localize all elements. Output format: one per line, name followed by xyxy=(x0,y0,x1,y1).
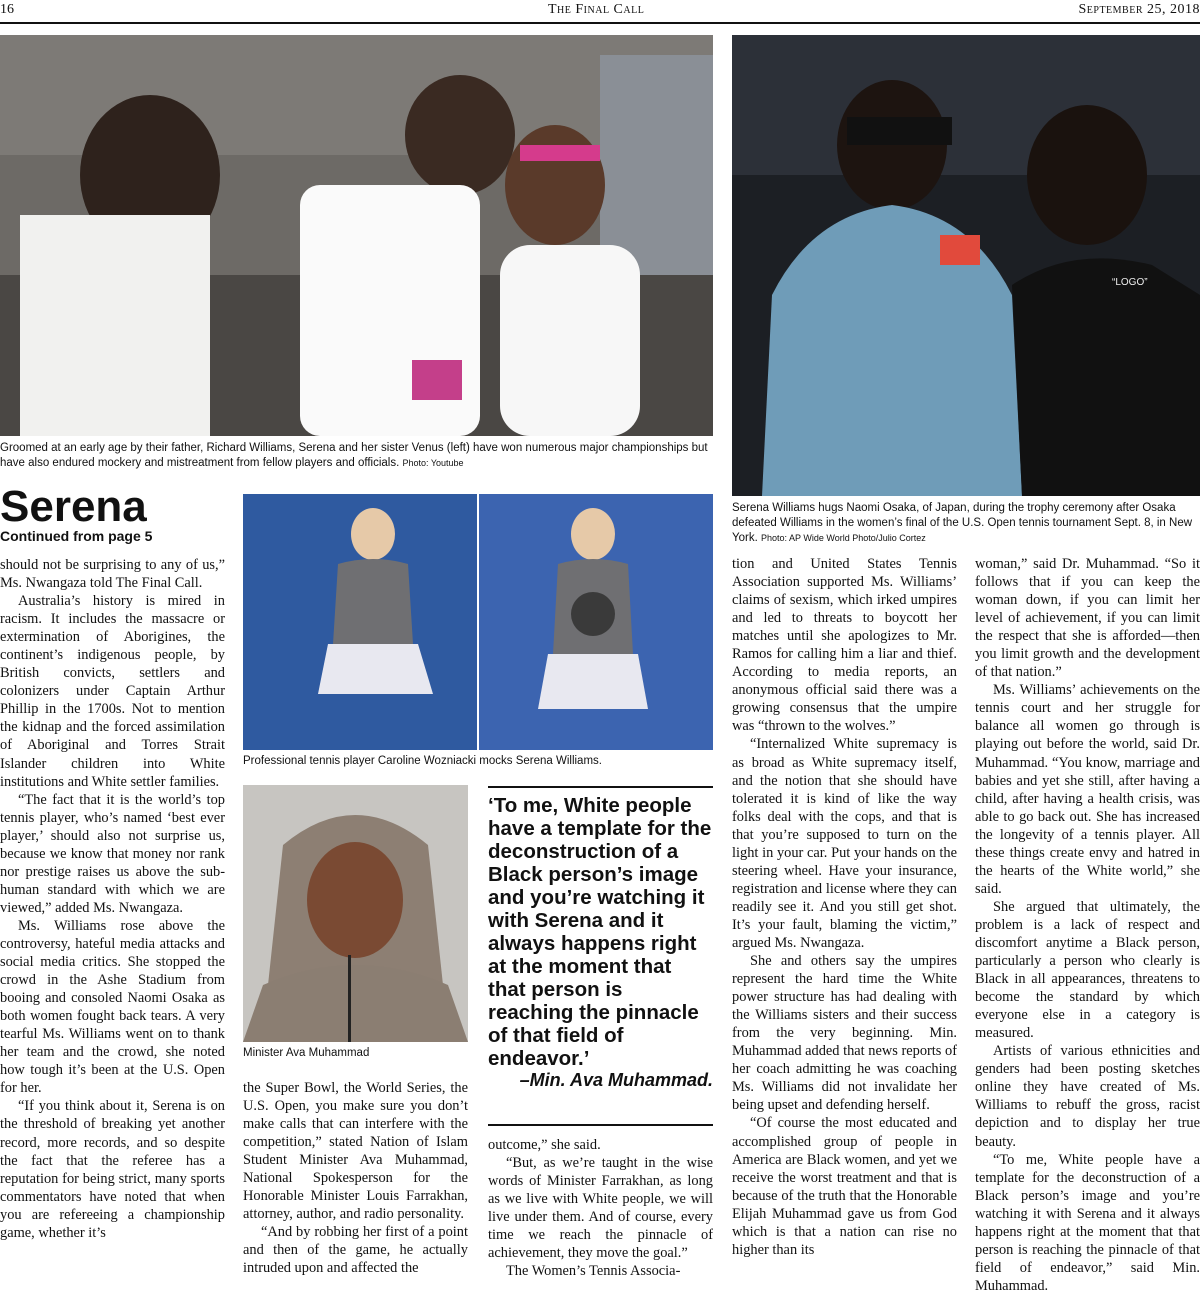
article-column-4 xyxy=(732,555,957,1298)
wozniacki-caption: Professional tennis player Caroline Wozniacki mocks Serena Williams. xyxy=(243,755,602,767)
publication-name: The Final Call xyxy=(548,2,645,17)
paragraph: “To me, White people have a template for the deconstruction of a Black person’s image and you’re watching it with Serena and it always happens right at the moment that that person is reaching the pinnacle of that field of endeavor,” said Min. Muhammad. xyxy=(975,1151,1200,1294)
paragraph: Artists of various ethnicities and genders had been posting sketches online they have created of Ms. Williams to rebuff the gross, racist depiction and to display her true beauty. xyxy=(975,1043,1200,1150)
photo-credit: Photo: Youtube xyxy=(402,458,464,468)
paragraph: should not be surprising to any of us,” Ms. Nwangaza told The Final Call. xyxy=(0,557,225,592)
pull-quote-rule xyxy=(488,1124,713,1126)
ava-muhammad-photo xyxy=(243,785,468,1042)
paragraph: Ms. Williams’ achievements on the tennis court and her struggle for balance all women go through is playing out before the world, said Dr. Muhammad. “You know, marriage and babies and yet she still, after having a child, after having a health crisis, was able to go back out. She has increased the longevity of a tennis player. All these things create envy and hatred in the hearts of the White world,” she said. xyxy=(975,682,1200,897)
williams-family-image xyxy=(0,35,713,436)
issue-date: September 25, 2018 xyxy=(1078,2,1200,17)
page-header xyxy=(0,0,1200,24)
paragraph: The Women’s Tennis Associa- xyxy=(506,1263,681,1280)
pull-quote-attribution: –Min. Ava Muhammad. xyxy=(519,1070,713,1090)
paragraph: Australia’s history is mired in racism. It includes the massacre or extermination of Aborigines, the continent’s indigenous people, by British convicts, settlers and colonizers under Captain Arthur Phillip in the 1700s. Not to mention the kidnap and the forced assimilation of Aboriginal and Torres Strait Islander children into White institutions and White settler families. xyxy=(0,593,225,790)
ava-muhammad-image xyxy=(243,785,468,1042)
article-column-1 xyxy=(0,556,225,1298)
osaka-trophy-image xyxy=(732,35,1200,496)
paragraph: “But, as we’re taught in the wise words of Minister Farrakhan, as long as we live with White people, we will live under them. And of course, every time we reach the pinnacle of achievement, they move the goal.” xyxy=(488,1155,713,1262)
osaka-trophy-photo xyxy=(732,35,1200,496)
wozniacki-image xyxy=(243,494,713,750)
photo-credit: Photo: AP Wide World Photo/Julio Cortez xyxy=(761,533,926,543)
pull-quote xyxy=(488,786,713,1091)
paragraph: tion and United States Tennis Association supported Ms. Williams’ claims of sexism, which irked umpires and led to threats to boycott her matches until she apologizes to Mr. Ramos for calling him a liar and thief. According to media reports, an anonymous official said there was a growing consensus that the umpire was “thrown to the wolves.” xyxy=(732,556,957,735)
paragraph: “The fact that it is the world’s top tennis player, who’s named ‘best ever player,’ should also not surprise us, because we know that money nor rank nor prestige raises us above the sub-human standard with which we are viewed,” added Ms. Nwangaza. xyxy=(0,791,225,916)
paragraph: She and others say the umpires represent the hard time the White power structure has had dealing with the Williams sisters and their success from the very beginning. Min. Muhammad added that news reports of her coach admitting he was coaching Ms. Williams did not invalidate her being upset and defending herself. xyxy=(732,953,957,1114)
osaka-caption: Serena Williams hugs Naomi Osaka, of Japan, during the trophy ceremony after Osaka defeated Williams in the women’s final of the U.S. Open tennis tournament Sept. 8, in New York. Photo: AP Wide World Photo/Julio Cortez xyxy=(732,502,1193,544)
article-column-3 xyxy=(488,1136,713,1298)
article-column-2 xyxy=(243,1079,468,1298)
pull-quote-text: ‘To me, White people have a template for the deconstruction of a Black person’s image and you’re watching it with Serena and it always happens right at the moment that that person is reaching the pinnacle of that field of endeavor.’ xyxy=(488,794,712,1070)
ava-muhammad-caption: Minister Ava Muhammad xyxy=(243,1047,370,1059)
paragraph: “Internalized White supremacy is as broad as White supremacy itself, and the notion that she should have tolerated it is kind of like the way folks deal with the cops, and that is that you’re supposed to turn on the light in your car. Put your hands on the steering wheel. Have your insurance, registration and license where they can readily see it. And you still get shot. It’s your fault, blaming the victim,” argued Ms. Nwangaza. xyxy=(732,736,957,951)
williams-family-caption: Groomed at an early age by their father, Richard Williams, Serena and her sister Venus (left) have won numerous major championships but have also endured mockery and mistreatment from fellow players and officials. Photo: Youtube xyxy=(0,442,708,469)
article-column-5 xyxy=(975,555,1200,1298)
logo-shirt-text: “LOGO” xyxy=(1112,277,1148,288)
paragraph: “If you think about it, Serena is on the threshold of breaking yet another record, more records, and so despite the fact that the referee has a reputation for being strict, many sports commentators have noted that when you are refereeing a championship game, whether it’s xyxy=(0,1098,225,1241)
paragraph: woman,” said Dr. Muhammad. “So it follows that if you can keep the woman down, if you can limit her level of achievement, if you can limit the respect that she is afforded—then you limit growth and the development of that nation.” xyxy=(975,556,1200,681)
paragraph: “And by robbing her first of a point and then of the game, he actually intruded upon and affected the xyxy=(243,1224,468,1277)
paragraph: outcome,” she said. xyxy=(488,1137,601,1153)
wozniacki-photo xyxy=(243,494,713,750)
article-headline: Serena xyxy=(0,482,147,531)
paragraph: She argued that ultimately, the problem is a lack of respect and discomfort anytime a Black person, particularly a person who clearly is Black in all appearances, threatens to become the standard by which everyone else in a category is measured. xyxy=(975,898,1200,1042)
paragraph: “Of course the most educated and accomplished group of people in America are Black women, and yet we receive the worst treatment and that is because of the truth that the Honorable Elijah Muhammad gave us from God which is that a nation can rise no higher than its xyxy=(732,1115,957,1258)
paragraph: Ms. Williams rose above the controversy, hateful media attacks and social media critics. She stopped the crowd in the Ashe Stadium from booing and consoled Naomi Osaka as both women fought back tears. A very tearful Ms. Williams went on to thank her team and the crowd, she noted how tough it’s been at the U.S. Open for her. xyxy=(0,917,225,1097)
page-number: 16 xyxy=(0,2,14,17)
paragraph: the Super Bowl, the World Series, the U.S. Open, you make sure you don’t make calls that can interfere with the competition,” stated Nation of Islam Student Minister Ava Muhammad, National Spokesperson for the Honorable Minister Louis Farrakhan, attorney, author, and radio personality. xyxy=(243,1080,468,1223)
continued-from-label: Continued from page 5 xyxy=(0,528,153,544)
williams-family-photo xyxy=(0,35,713,436)
